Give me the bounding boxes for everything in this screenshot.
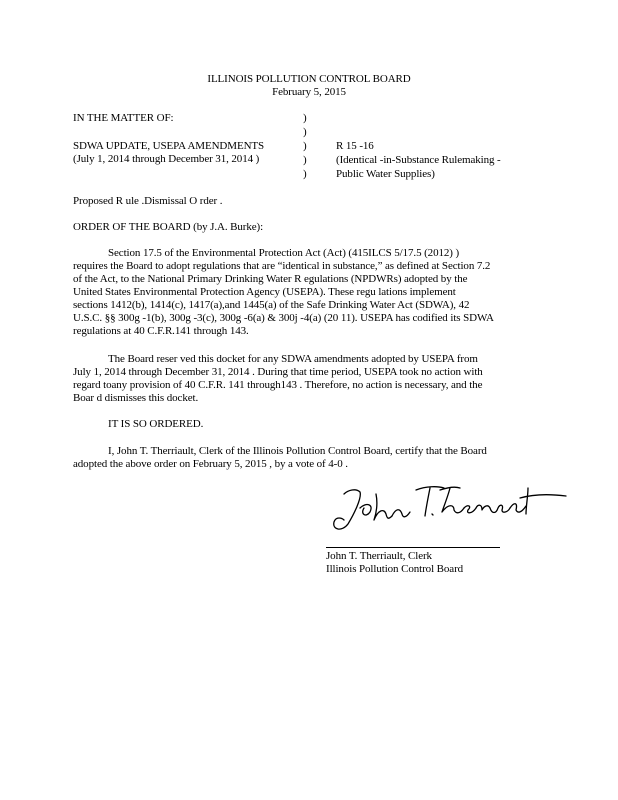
docket-number: R 15 -16: [336, 140, 374, 152]
in-the-matter-label: IN THE MATTER OF:: [73, 112, 174, 124]
caption-paren: ): [303, 168, 307, 180]
para1-line: regulations at 40 C.F.R.141 through 143.: [73, 325, 249, 337]
handwritten-signature: [322, 480, 572, 540]
caption-paren: ): [303, 140, 307, 152]
para2-line: July 1, 2014 through December 31, 2014 . During that time period, USEPA took no action with: [73, 366, 483, 378]
para1-line: Section 17.5 of the Environmental Protection Act (Act) (415ILCS 5/17.5 (2012) ): [108, 247, 460, 259]
clerk-organization: Illinois Pollution Control Board: [326, 563, 464, 575]
para2-line: regard toany provision of 40 C.F.R. 141 through143 . Therefore, no action is necessary, and the: [73, 379, 483, 391]
signature-line: [326, 547, 500, 548]
para1-line: of the Act, to the National Primary Drinking Water R egulations (NPDWRs) adopted by the: [73, 273, 468, 285]
caption-paren: ): [303, 112, 307, 124]
document-type: Proposed R ule .Dismissal O rder .: [73, 195, 223, 207]
para2-line: Boar d dismisses this docket.: [73, 392, 199, 404]
caption-paren: ): [303, 126, 307, 138]
board-title: ILLINOIS POLLUTION CONTROL BOARD: [207, 73, 411, 85]
document-date: February 5, 2015: [272, 86, 346, 98]
clerk-name: John T. Therriault, Clerk: [326, 550, 432, 562]
para2-line: The Board reser ved this docket for any SDWA amendments adopted by USEPA from: [108, 353, 478, 365]
para1-line: sections 1412(b), 1414(c), 1417(a),and 1445(a) of the Safe Drinking Water Act (SDWA), 42: [73, 299, 470, 311]
case-title-line2: (July 1, 2014 through December 31, 2014 ): [73, 153, 260, 165]
caption-paren: ): [303, 154, 307, 166]
para1-line: requires the Board to adopt regulations that are “identical in substance,” as defined at Section 7.2: [73, 260, 491, 272]
para1-line: United States Environmental Protection Agency (USEPA). These regu lations implement: [73, 286, 456, 298]
certification-line: I, John T. Therriault, Clerk of the Illinois Pollution Control Board, certify that the Board: [108, 445, 487, 457]
order-heading: ORDER OF THE BOARD (by J.A. Burke):: [73, 221, 264, 233]
rulemaking-type-line2: Public Water Supplies): [336, 168, 435, 180]
so-ordered: IT IS SO ORDERED.: [108, 418, 204, 430]
certification-line: adopted the above order on February 5, 2015 , by a vote of 4-0 .: [73, 458, 348, 470]
rulemaking-type-line1: (Identical -in-Substance Rulemaking -: [336, 154, 501, 166]
case-title-line1: SDWA UPDATE, USEPA AMENDMENTS: [73, 140, 265, 152]
para1-line: U.S.C. §§ 300g -1(b), 300g -3(c), 300g -6(a) & 300j -4(a) (20 11). USEPA has codified its SDWA: [73, 312, 494, 324]
